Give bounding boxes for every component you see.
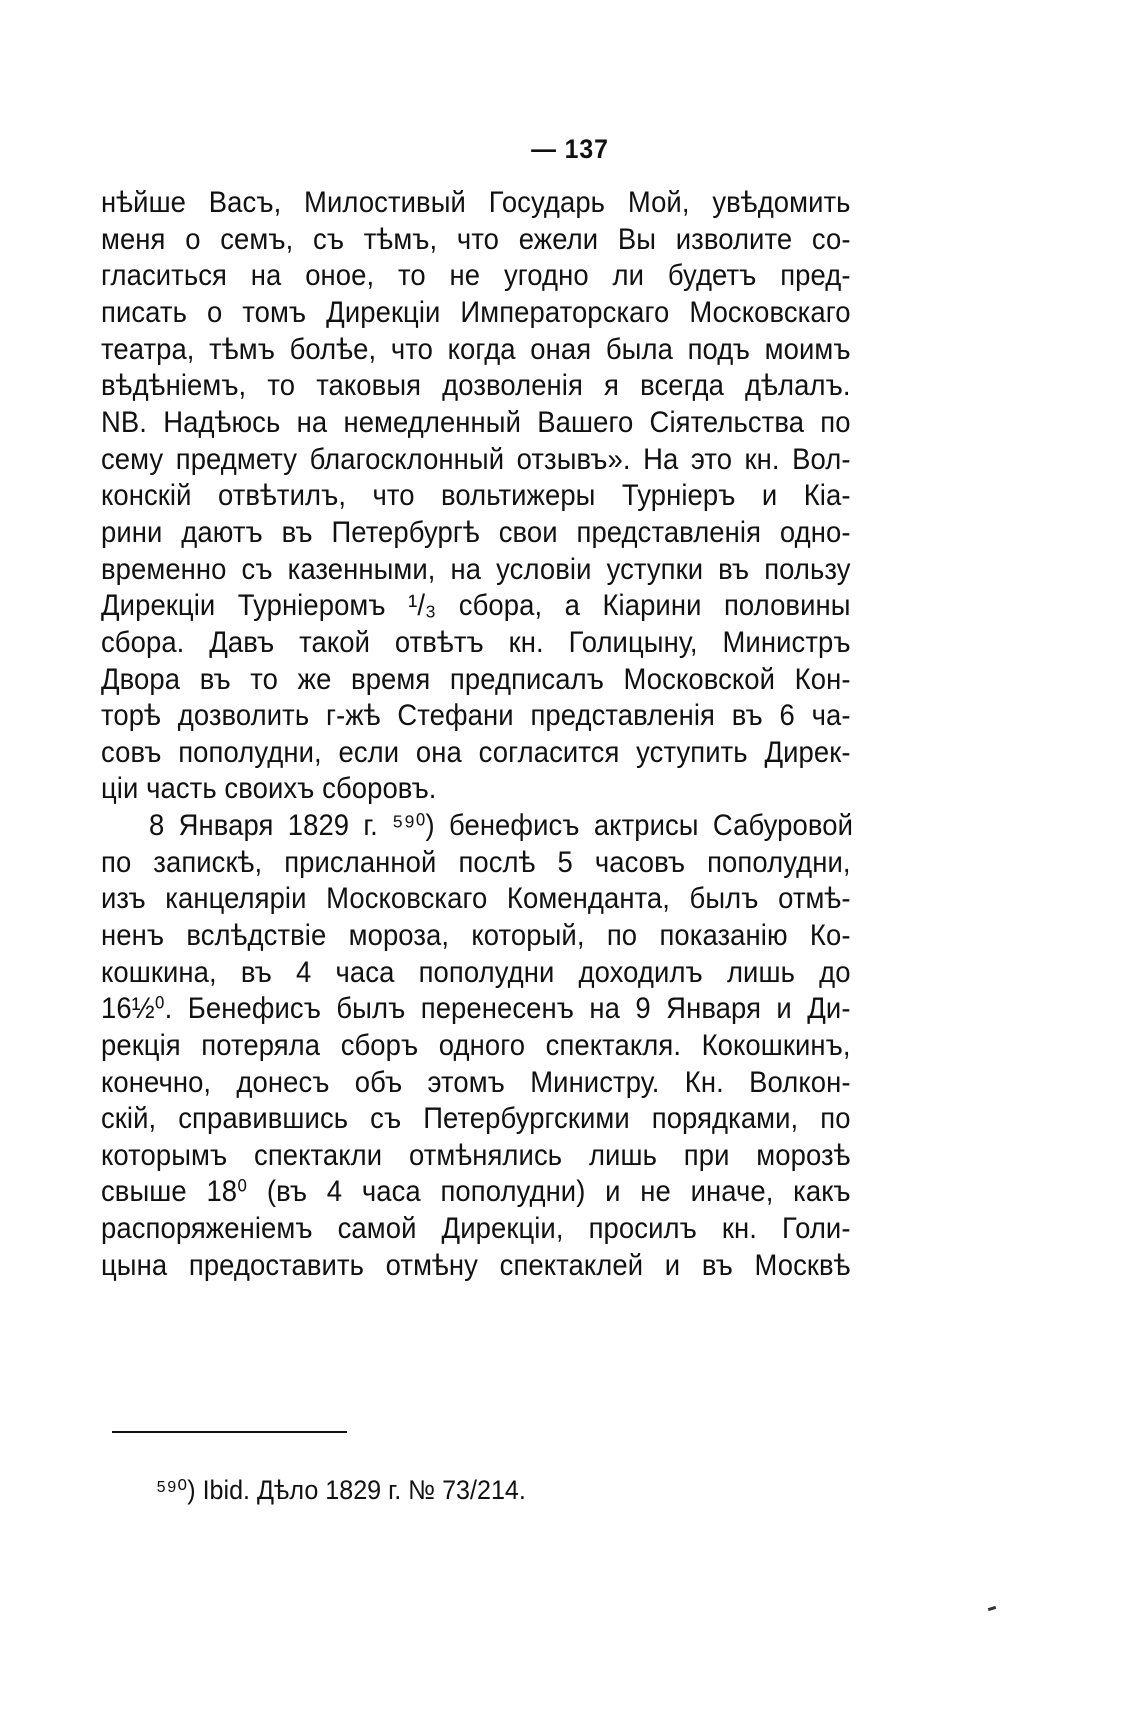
text-line: писать о томъ Дирекціи Императорскаго Московскаго [101, 296, 851, 329]
text-line: ненъ вслѣдствіе мороза, который, по показанію Ко- [101, 919, 851, 952]
text-line: рекція потеряла сборъ одного спектакля. Кокошкинъ, [101, 1029, 851, 1062]
text-line: временно съ казенными, на условіи уступки въ пользу [101, 553, 851, 586]
text-line: театра, тѣмъ болѣе, что когда оная была подъ моимъ [101, 333, 851, 366]
footnote: ⁵⁹⁰) Ibid. Дѣло 1829 г. № 73/214. [156, 1475, 526, 1505]
text-line: по запискѣ, присланной послѣ 5 часовъ пополудни, [101, 846, 851, 879]
text-line: гласиться на оное, то не угодно ли будетъ пред- [101, 259, 851, 292]
text-line: сему предмету благосклонный отзывъ». На это кн. Вол- [101, 443, 851, 476]
text-line: торѣ дозволить г-жѣ Стефани представленія въ 6 ча- [101, 699, 851, 732]
text-line: NB. Надѣюсь на немедленный Вашего Сіятельства по [101, 406, 851, 439]
text-line: 8 Января 1829 г. ⁵⁹⁰) бенефисъ актрисы Сабуровой [149, 809, 854, 842]
footnote-divider [112, 1431, 347, 1433]
text-line: совъ пополудни, если она согласится уступить Дирек- [101, 736, 851, 769]
text-line: изъ канцеляріи Московскаго Коменданта, былъ отмѣ- [101, 882, 851, 915]
text-line: ціи часть своихъ сборовъ. [101, 772, 437, 805]
text-line: рини даютъ въ Петербургѣ свои представленія одно- [101, 516, 851, 549]
text-line: нѣйше Васъ, Милостивый Государь Мой, увѣдомить [101, 186, 851, 219]
text-line: Дирекціи Турніеромъ ¹/₃ сбора, а Кіарини половины [101, 589, 851, 622]
text-line: свыше 18⁰ (въ 4 часа пополудни) и не иначе, какъ [101, 1175, 851, 1208]
text-line: конечно, донесъ объ этомъ Министру. Кн. Волкон- [101, 1066, 851, 1099]
text-line: меня о семъ, съ тѣмъ, что ежели Вы изволите со- [101, 223, 851, 256]
text-line: которымъ спектакли отмѣнялись лишь при морозѣ [101, 1139, 851, 1172]
text-line: Двора въ то же время предписалъ Московской Кон- [101, 663, 851, 696]
text-line: распоряженіемъ самой Дирекціи, просилъ кн. Голи- [101, 1212, 851, 1245]
text-line: конскій отвѣтилъ, что вольтижеры Турніеръ и Кіа- [101, 479, 851, 512]
text-line: скій, справившись съ Петербургскими порядками, по [101, 1102, 851, 1135]
text-line: вѣдѣніемъ, то таковыя дозволенія я всегда дѣлалъ. [101, 369, 851, 402]
text-line: 16½⁰. Бенефисъ былъ перенесенъ на 9 Января и Ди- [101, 992, 851, 1025]
text-line: цына предоставить отмѣну спектаклей и въ Москвѣ [101, 1249, 851, 1282]
text-line: сбора. Давъ такой отвѣтъ кн. Голицыну, Министръ [101, 626, 851, 659]
text-line: кошкина, въ 4 часа пополудни доходилъ лишь до [101, 956, 851, 989]
page-number: — 137 [531, 134, 609, 164]
